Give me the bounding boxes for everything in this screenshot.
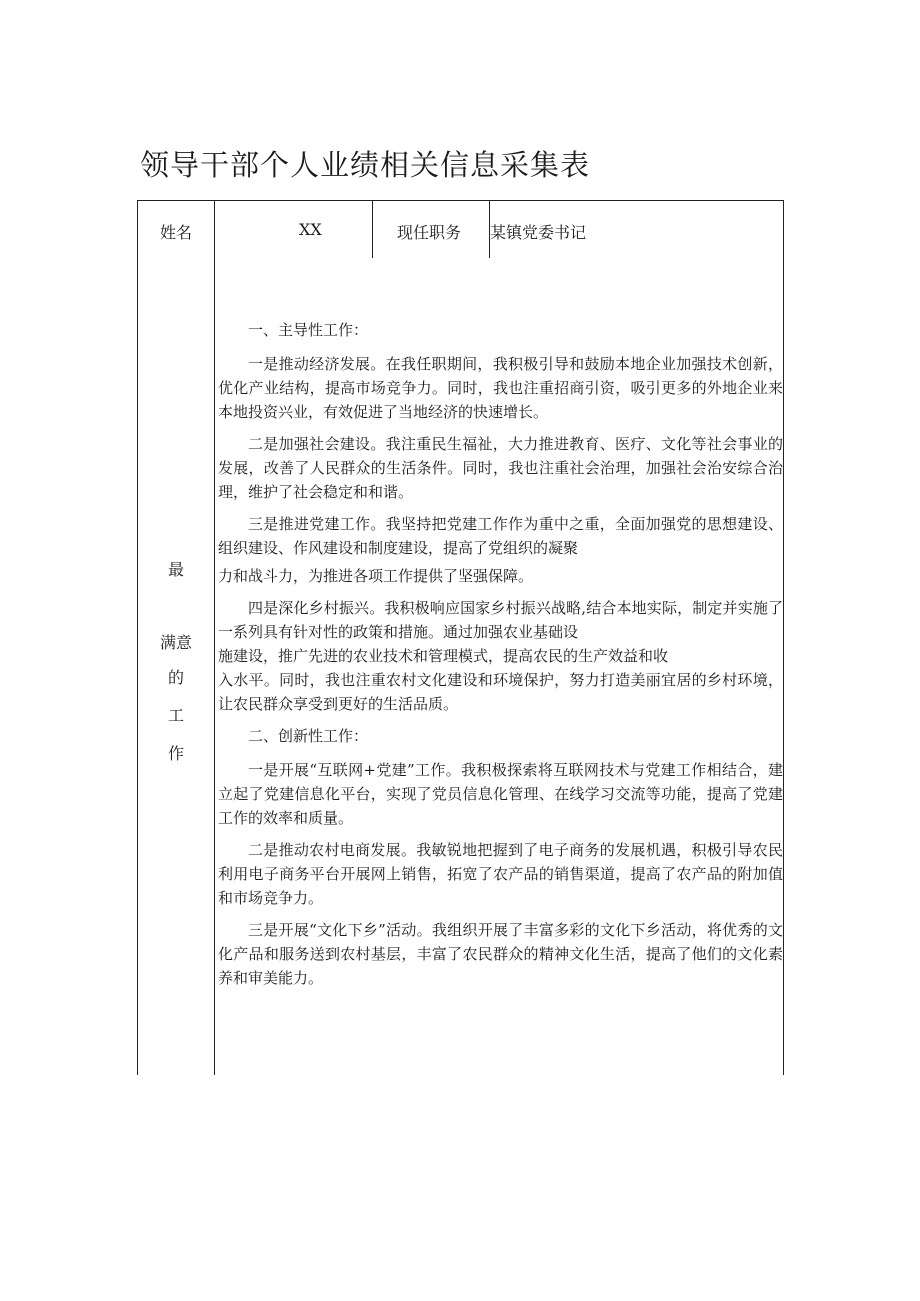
name-value: XX: [299, 220, 322, 239]
paragraph-party-building-cont: 力和战斗力，为推进各项工作提供了坚强保障。: [218, 567, 534, 585]
paragraph-economy: 一是推动经济发展。在我任职期间，我积极引导和鼓励本地企业加强技术创新，优化产业结构，提高市场竞争力。同时，我也注重招商引资，吸引更多的外地企业来本地投资兴业，有效促进了当地经济的快速增长。: [218, 355, 783, 421]
section-heading-innovative-work: 二、创新性工作：: [248, 727, 369, 745]
name-label: 姓名: [160, 223, 193, 242]
section-heading-main-work: 一、主导性工作：: [248, 321, 369, 339]
side-label-line2: 满意: [159, 633, 192, 652]
side-label-line3: 的: [167, 668, 184, 687]
paragraph-internet-party-building: 一是开展“互联网+党建”工作。我积极探索将互联网技术与党建工作相结合，建立起了党建信息化平台，实现了党员信息化管理、在线学习交流等功能，提高了党建工作的效率和质量。: [218, 761, 783, 827]
side-label-line1: 最: [167, 560, 184, 579]
paragraph-party-building: 三是推进党建工作。我坚持把党建工作作为重中之重，全面加强党的思想建设、组织建设、作风建设和制度建设，提高了党组织的凝聚: [218, 515, 783, 557]
paragraph-rural-revitalization-cont2: 入水平。同时，我也注重农村文化建设和环境保护，努力打造美丽宜居的乡村环境，让农民群众享受到更好的生活品质。: [218, 671, 783, 713]
side-label-line4: 工: [167, 706, 184, 725]
work-description: [218, 318, 783, 998]
position-value: 某镇党委书记: [490, 223, 587, 242]
paragraph-society: 二是加强社会建设。我注重民生福祉，大力推进教育、医疗、文化等社会事业的发展，改善了人民群众的生活条件。同时，我也注重社会治理，加强社会治安综合治理，维护了社会稳定和和谐。: [218, 435, 783, 501]
side-label-line5: 作: [167, 744, 184, 763]
paragraph-culture-to-countryside: 三是开展“文化下乡”活动。我组织开展了丰富多彩的文化下乡活动，将优秀的文化产品和服务送到农村基层，丰富了农民群众的精神文化生活，提高了他们的文化素养和审美能力。: [218, 921, 783, 987]
table-top-border: [137, 200, 784, 201]
name-value-divider: [372, 200, 373, 258]
paragraph-rural-revitalization-cont1: 施建设，推广先进的农业技术和管理模式，提高农民的生产效益和收: [218, 647, 669, 665]
table-right-border: [783, 200, 784, 1075]
paragraph-rural-revitalization: 四是深化乡村振兴。我积极响应国家乡村振兴战略,结合本地实际，制定并实施了一系列具有针对性的政策和措施。通过加强农业基础设: [218, 599, 783, 641]
page-title: 领导干部个人业绩相关信息采集表: [140, 148, 591, 182]
label-column-divider: [214, 200, 215, 1075]
paragraph-rural-ecommerce: 二是推动农村电商发展。我敏锐地把握到了电子商务的发展机遇，积极引导农民利用电子商务平台开展网上销售，拓宽了农产品的销售渠道，提高了农产品的附加值和市场竞争力。: [218, 841, 783, 907]
position-label: 现任职务: [397, 223, 462, 242]
